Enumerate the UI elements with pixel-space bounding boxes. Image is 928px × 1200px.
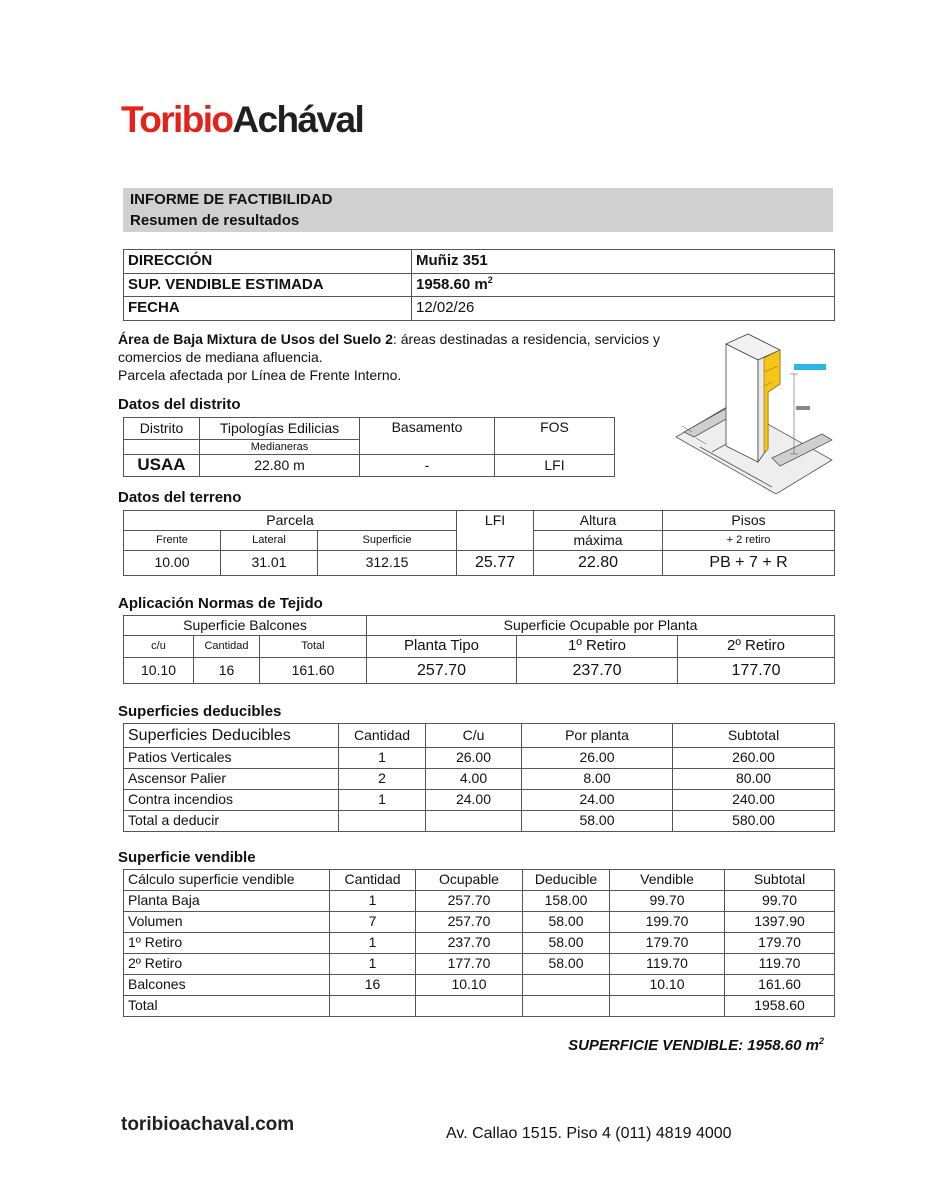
cell-subtotal: 1397.90 bbox=[725, 912, 835, 933]
cell-cantidad: 7 bbox=[330, 912, 416, 933]
zoning-detail: : áreas destinadas a residencia, servicios y comercios de mediana afluencia. bbox=[118, 331, 660, 365]
header-cell: Vendible bbox=[610, 870, 725, 891]
header-cell: Ocupable bbox=[416, 870, 523, 891]
cell-cantidad: 2 bbox=[339, 769, 426, 790]
table-row bbox=[124, 975, 835, 996]
table-row bbox=[124, 933, 835, 954]
row-label: Contra incendios bbox=[124, 790, 339, 811]
value-pisos: PB + 7 + R bbox=[663, 551, 835, 576]
info-label: DIRECCIÓN bbox=[124, 250, 412, 274]
cell-cu: 24.00 bbox=[426, 790, 522, 811]
value-planta-tipo: 257.70 bbox=[367, 658, 517, 684]
value-retiro-1: 237.70 bbox=[517, 658, 678, 684]
cell-ocupable bbox=[416, 996, 523, 1017]
col-retiro-1: 1º Retiro bbox=[517, 636, 678, 658]
info-date-value: 12/02/26 bbox=[412, 297, 835, 321]
col-total: Total bbox=[260, 636, 367, 658]
value-fos: LFI bbox=[495, 455, 615, 477]
cell-ocupable: 177.70 bbox=[416, 954, 523, 975]
area-text: 1958.60 m bbox=[416, 276, 488, 294]
zoning-paragraph bbox=[118, 330, 660, 366]
cell-subtotal: 260.00 bbox=[673, 748, 835, 769]
cell-ocupable: 237.70 bbox=[416, 933, 523, 954]
cell-subtotal: 580.00 bbox=[673, 811, 835, 832]
cell-cantidad bbox=[330, 996, 416, 1017]
cell-ocupable: 257.70 bbox=[416, 912, 523, 933]
col-distrito: Distrito bbox=[124, 418, 200, 440]
report-title: INFORME DE FACTIBILIDAD bbox=[130, 191, 333, 208]
row-label: Patios Verticales bbox=[124, 748, 339, 769]
cell-deducible bbox=[523, 996, 610, 1017]
cell-cantidad: 1 bbox=[330, 954, 416, 975]
distrito-table bbox=[123, 417, 615, 477]
cell-subtotal: 99.70 bbox=[725, 891, 835, 912]
col-fos: FOS bbox=[495, 418, 615, 455]
col-lfi: LFI bbox=[457, 511, 534, 551]
col-superficie: Superficie bbox=[318, 531, 457, 551]
col-altura-2: máxima bbox=[534, 531, 663, 551]
area-unit-sup: 2 bbox=[487, 275, 493, 286]
final-sellable-text: SUPERFICIE VENDIBLE: 1958.60 m bbox=[568, 1037, 819, 1054]
header-cell: Subtotal bbox=[725, 870, 835, 891]
cell-cantidad: 16 bbox=[330, 975, 416, 996]
col-frente: Frente bbox=[124, 531, 221, 551]
deducibles-table bbox=[123, 723, 835, 832]
col-ocupable: Superficie Ocupable por Planta bbox=[367, 616, 835, 636]
cell-subtotal: 161.60 bbox=[725, 975, 835, 996]
cell-vendible: 99.70 bbox=[610, 891, 725, 912]
cell-subtotal: 240.00 bbox=[673, 790, 835, 811]
cell-por-planta: 26.00 bbox=[522, 748, 673, 769]
info-table bbox=[123, 249, 835, 321]
value-lfi: 25.77 bbox=[457, 551, 534, 576]
cell-subtotal: 1958.60 bbox=[725, 996, 835, 1017]
cell-cantidad: 1 bbox=[339, 748, 426, 769]
cell-cu bbox=[426, 811, 522, 832]
col-cu: c/u bbox=[124, 636, 194, 658]
cell-cu: 26.00 bbox=[426, 748, 522, 769]
logo-part-red: Toribio bbox=[121, 99, 233, 140]
section-terreno-title: Datos del terreno bbox=[118, 489, 242, 506]
row-label: 1º Retiro bbox=[124, 933, 330, 954]
col-planta-tipo: Planta Tipo bbox=[367, 636, 517, 658]
cell-por-planta: 58.00 bbox=[522, 811, 673, 832]
row-label: Total a deducir bbox=[124, 811, 339, 832]
report-header bbox=[123, 188, 833, 232]
cell-deducible: 58.00 bbox=[523, 933, 610, 954]
info-label: FECHA bbox=[124, 297, 412, 321]
info-address-value bbox=[412, 250, 835, 274]
table-row bbox=[124, 912, 835, 933]
col-pisos: Pisos bbox=[663, 511, 835, 531]
footer-website-link[interactable]: toribioachaval.com bbox=[121, 1114, 295, 1135]
table-row bbox=[124, 769, 835, 790]
cell-vendible: 119.70 bbox=[610, 954, 725, 975]
header-cell: Deducible bbox=[523, 870, 610, 891]
section-tejido-title: Aplicación Normas de Tejido bbox=[118, 595, 323, 612]
cell-por-planta: 24.00 bbox=[522, 790, 673, 811]
cell-cantidad: 1 bbox=[339, 790, 426, 811]
logo-part-dark: Achával bbox=[232, 99, 364, 140]
value-total: 161.60 bbox=[260, 658, 367, 684]
row-label: Planta Baja bbox=[124, 891, 330, 912]
header-cell: Subtotal bbox=[673, 724, 835, 748]
cell-deducible: 58.00 bbox=[523, 954, 610, 975]
cell-cantidad bbox=[339, 811, 426, 832]
cell-deducible: 158.00 bbox=[523, 891, 610, 912]
col-pisos-sub: + 2 retiro bbox=[663, 531, 835, 551]
table-row-total bbox=[124, 811, 835, 832]
col-cantidad: Cantidad bbox=[194, 636, 260, 658]
cell-subtotal: 179.70 bbox=[725, 933, 835, 954]
header-cell: Cálculo superficie vendible bbox=[124, 870, 330, 891]
report-subtitle: Resumen de resultados bbox=[130, 212, 300, 229]
header-cell: C/u bbox=[426, 724, 522, 748]
header-cell: Por planta bbox=[522, 724, 673, 748]
col-balcones: Superficie Balcones bbox=[124, 616, 367, 636]
value-superficie: 312.15 bbox=[318, 551, 457, 576]
section-distrito-title: Datos del distrito bbox=[118, 396, 241, 413]
building-sketch-image bbox=[672, 322, 834, 494]
final-unit-sup: 2 bbox=[818, 1036, 824, 1046]
value-cu: 10.10 bbox=[124, 658, 194, 684]
zoning-description bbox=[118, 330, 660, 384]
col-tipologias: Tipologías Edilicias bbox=[200, 418, 360, 440]
cell-vendible: 179.70 bbox=[610, 933, 725, 954]
value-medianeras: 22.80 m bbox=[200, 455, 360, 477]
table-row bbox=[124, 748, 835, 769]
value-altura: 22.80 bbox=[534, 551, 663, 576]
terreno-table bbox=[123, 510, 835, 576]
cell-por-planta: 8.00 bbox=[522, 769, 673, 790]
col-lateral: Lateral bbox=[221, 531, 318, 551]
cell-ocupable: 10.10 bbox=[416, 975, 523, 996]
header-cell: Cantidad bbox=[339, 724, 426, 748]
value-distrito: USAA bbox=[124, 455, 200, 477]
col-parcela: Parcela bbox=[124, 511, 457, 531]
footer-address: Av. Callao 1515. Piso 4 (011) 4819 4000 bbox=[446, 1125, 732, 1142]
cell-cantidad: 1 bbox=[330, 933, 416, 954]
cell-vendible: 10.10 bbox=[610, 975, 725, 996]
table-row bbox=[124, 790, 835, 811]
info-label: SUP. VENDIBLE ESTIMADA bbox=[124, 274, 412, 297]
section-deducibles-title: Superficies deducibles bbox=[118, 703, 282, 720]
value-retiro-2: 177.70 bbox=[678, 658, 835, 684]
cell-subtotal: 80.00 bbox=[673, 769, 835, 790]
value-lateral: 31.01 bbox=[221, 551, 318, 576]
address-text: Muñiz 351 bbox=[416, 252, 488, 270]
value-frente: 10.00 bbox=[124, 551, 221, 576]
table-row bbox=[124, 891, 835, 912]
info-area-value bbox=[412, 274, 835, 297]
final-sellable-area bbox=[568, 1036, 824, 1054]
cell-cu: 4.00 bbox=[426, 769, 522, 790]
col-medianeras: Medianeras bbox=[200, 440, 360, 455]
tejido-table bbox=[123, 615, 835, 684]
brand-logo bbox=[121, 98, 363, 142]
value-basamento: - bbox=[360, 455, 495, 477]
cell-ocupable: 257.70 bbox=[416, 891, 523, 912]
cell-deducible: 58.00 bbox=[523, 912, 610, 933]
col-distrito-sub bbox=[124, 440, 200, 455]
row-label: 2º Retiro bbox=[124, 954, 330, 975]
cell-vendible: 199.70 bbox=[610, 912, 725, 933]
section-vendible-title: Superficie vendible bbox=[118, 849, 256, 866]
col-retiro-2: 2º Retiro bbox=[678, 636, 835, 658]
frente-interno-note: Parcela afectada por Línea de Frente Interno. bbox=[118, 367, 402, 383]
cell-deducible bbox=[523, 975, 610, 996]
row-label: Balcones bbox=[124, 975, 330, 996]
header-cell: Cantidad bbox=[330, 870, 416, 891]
header-cell: Superficies Deducibles bbox=[124, 724, 339, 748]
zoning-name: Área de Baja Mixtura de Usos del Suelo 2 bbox=[118, 331, 393, 347]
value-cantidad: 16 bbox=[194, 658, 260, 684]
table-row bbox=[124, 954, 835, 975]
cell-vendible bbox=[610, 996, 725, 1017]
cell-cantidad: 1 bbox=[330, 891, 416, 912]
row-label: Volumen bbox=[124, 912, 330, 933]
vendible-table bbox=[123, 869, 835, 1017]
cell-subtotal: 119.70 bbox=[725, 954, 835, 975]
col-basamento: Basamento bbox=[360, 418, 495, 455]
row-label: Ascensor Palier bbox=[124, 769, 339, 790]
row-label: Total bbox=[124, 996, 330, 1017]
col-altura: Altura bbox=[534, 511, 663, 531]
table-row-total bbox=[124, 996, 835, 1017]
